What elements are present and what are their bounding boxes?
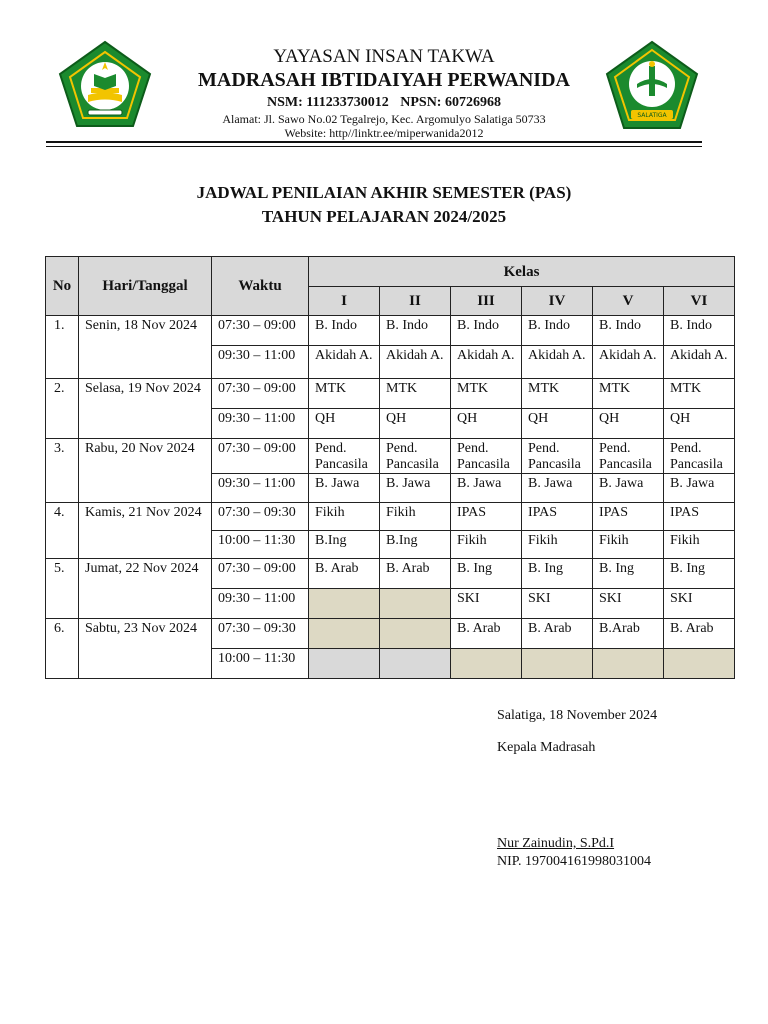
session-time: 09:30 – 11:00 <box>212 589 309 619</box>
subject-cell: QH <box>664 409 735 439</box>
header-class-ii: II <box>380 287 451 316</box>
table-row <box>46 619 735 649</box>
foundation-name: YAYASAN INSAN TAKWA <box>273 46 495 67</box>
row-number: 4. <box>46 503 79 559</box>
letterhead <box>160 46 608 140</box>
subject-cell: Akidah A. <box>593 346 664 379</box>
subject-cell: Fikih <box>451 531 522 559</box>
subject-cell: MTK <box>451 379 522 409</box>
title-line-1: JADWAL PENILAIAN AKHIR SEMESTER (PAS) <box>196 183 572 202</box>
subject-cell: Pend. Pancasila <box>380 439 451 474</box>
header-no: No <box>46 257 79 316</box>
header-class-v: V <box>593 287 664 316</box>
subject-cell: B. Indo <box>309 316 380 346</box>
row-number: 2. <box>46 379 79 439</box>
subject-cell: QH <box>451 409 522 439</box>
madrasah-kemenag-emblem-icon <box>58 40 152 128</box>
subject-cell: QH <box>593 409 664 439</box>
subject-cell: B. Jawa <box>664 474 735 503</box>
subject-cell: Akidah A. <box>664 346 735 379</box>
signatory-name: Nur Zainudin, S.Pd.I <box>497 836 615 851</box>
subject-cell: B. Arab <box>522 619 593 649</box>
subject-cell: SKI <box>451 589 522 619</box>
session-time: 09:30 – 11:00 <box>212 474 309 503</box>
subject-cell: MTK <box>380 379 451 409</box>
session-time: 07:30 – 09:00 <box>212 439 309 474</box>
day-date: Rabu, 20 Nov 2024 <box>79 439 212 503</box>
subject-cell: Akidah A. <box>522 346 593 379</box>
subject-cell: MTK <box>309 379 380 409</box>
subject-cell: B. Ing <box>593 559 664 589</box>
session-time: 09:30 – 11:00 <box>212 346 309 379</box>
subject-cell: B. Arab <box>380 559 451 589</box>
subject-cell: IPAS <box>522 503 593 531</box>
kemenag-emblem-icon <box>605 40 699 130</box>
subject-cell: Pend. Pancasila <box>593 439 664 474</box>
place-date: Salatiga, 18 November 2024 <box>497 708 658 723</box>
subject-cell <box>664 649 735 679</box>
subject-cell <box>522 649 593 679</box>
npsn: NPSN: 60726968 <box>400 95 501 110</box>
title-line-2: TAHUN PELAJARAN 2024/2025 <box>261 207 507 226</box>
subject-cell: Pend. Pancasila <box>451 439 522 474</box>
letterhead-rule-thin <box>46 146 702 147</box>
row-number: 5. <box>46 559 79 619</box>
ribbon-text: SALATIGA <box>637 112 667 119</box>
session-time: 10:00 – 11:30 <box>212 649 309 679</box>
subject-cell: B. Ing <box>664 559 735 589</box>
subject-cell: IPAS <box>664 503 735 531</box>
day-date: Kamis, 21 Nov 2024 <box>79 503 212 559</box>
subject-cell <box>309 619 380 649</box>
schedule-table <box>45 256 735 679</box>
subject-cell: Fikih <box>309 503 380 531</box>
day-date: Jumat, 22 Nov 2024 <box>79 559 212 619</box>
header-class-vi: VI <box>664 287 735 316</box>
subject-cell: Fikih <box>522 531 593 559</box>
subject-cell: Pend. Pancasila <box>522 439 593 474</box>
subject-cell: Fikih <box>664 531 735 559</box>
table-row <box>46 379 735 409</box>
subject-cell: Akidah A. <box>451 346 522 379</box>
subject-cell: B. Jawa <box>380 474 451 503</box>
session-time: 07:30 – 09:00 <box>212 559 309 589</box>
subject-cell: SKI <box>593 589 664 619</box>
school-address: Alamat: Jl. Sawo No.02 Tegalrejo, Kec. Argomulyo Salatiga 50733 <box>222 112 546 126</box>
subject-cell: B. Ing <box>451 559 522 589</box>
subject-cell: Akidah A. <box>309 346 380 379</box>
subject-cell: B. Jawa <box>522 474 593 503</box>
session-time: 07:30 – 09:00 <box>212 316 309 346</box>
signatory-role: Kepala Madrasah <box>497 740 596 755</box>
subject-cell <box>380 589 451 619</box>
subject-cell: Fikih <box>380 503 451 531</box>
day-date: Senin, 18 Nov 2024 <box>79 316 212 379</box>
subject-cell: B. Indo <box>451 316 522 346</box>
subject-cell: IPAS <box>593 503 664 531</box>
session-time: 09:30 – 11:00 <box>212 409 309 439</box>
header-day: Hari/Tanggal <box>79 257 212 316</box>
subject-cell: B. Ing <box>522 559 593 589</box>
signatory-nip: NIP. 197004161998031004 <box>497 854 652 869</box>
letterhead-rule-thick <box>46 141 702 143</box>
subject-cell <box>593 649 664 679</box>
day-date: Selasa, 19 Nov 2024 <box>79 379 212 439</box>
header-class: Kelas <box>309 257 735 287</box>
table-row <box>46 559 735 589</box>
header-class-iv: IV <box>522 287 593 316</box>
table-row <box>46 316 735 346</box>
header-time: Waktu <box>212 257 309 316</box>
day-date: Sabtu, 23 Nov 2024 <box>79 619 212 679</box>
subject-cell: QH <box>309 409 380 439</box>
row-number: 6. <box>46 619 79 679</box>
session-time: 07:30 – 09:00 <box>212 379 309 409</box>
subject-cell: B.Arab <box>593 619 664 649</box>
subject-cell: MTK <box>593 379 664 409</box>
subject-cell: MTK <box>522 379 593 409</box>
subject-cell: B. Indo <box>522 316 593 346</box>
subject-cell: Akidah A. <box>380 346 451 379</box>
subject-cell: Pend. Pancasila <box>664 439 735 474</box>
subject-cell <box>309 589 380 619</box>
subject-cell: SKI <box>664 589 735 619</box>
session-time: 07:30 – 09:30 <box>212 619 309 649</box>
school-website: Website: http//linktr.ee/miperwanida2012 <box>284 126 484 140</box>
header-class-i: I <box>309 287 380 316</box>
table-row <box>46 503 735 531</box>
school-ids <box>160 94 608 112</box>
table-row <box>46 439 735 474</box>
subject-cell: B. Jawa <box>593 474 664 503</box>
subject-cell: MTK <box>664 379 735 409</box>
subject-cell: Pend. Pancasila <box>309 439 380 474</box>
subject-cell: Fikih <box>593 531 664 559</box>
row-number: 3. <box>46 439 79 503</box>
schedule-body <box>46 316 735 679</box>
subject-cell: B. Indo <box>664 316 735 346</box>
header-class-iii: III <box>451 287 522 316</box>
subject-cell: B. Indo <box>380 316 451 346</box>
document-title <box>0 181 768 229</box>
subject-cell: SKI <box>522 589 593 619</box>
subject-cell: QH <box>380 409 451 439</box>
subject-cell: B. Indo <box>593 316 664 346</box>
subject-cell: B. Arab <box>451 619 522 649</box>
subject-cell: IPAS <box>451 503 522 531</box>
subject-cell: QH <box>522 409 593 439</box>
subject-cell: B.Ing <box>309 531 380 559</box>
row-number: 1. <box>46 316 79 379</box>
subject-cell <box>309 649 380 679</box>
subject-cell: B. Jawa <box>309 474 380 503</box>
subject-cell: B. Arab <box>664 619 735 649</box>
nsm: NSM: 111233730012 <box>267 95 389 110</box>
subject-cell: B. Jawa <box>451 474 522 503</box>
subject-cell <box>451 649 522 679</box>
session-time: 10:00 – 11:30 <box>212 531 309 559</box>
session-time: 07:30 – 09:30 <box>212 503 309 531</box>
subject-cell <box>380 619 451 649</box>
school-name: MADRASAH IBTIDAIYAH PERWANIDA <box>198 69 570 91</box>
subject-cell <box>380 649 451 679</box>
subject-cell: B.Ing <box>380 531 451 559</box>
subject-cell: B. Arab <box>309 559 380 589</box>
